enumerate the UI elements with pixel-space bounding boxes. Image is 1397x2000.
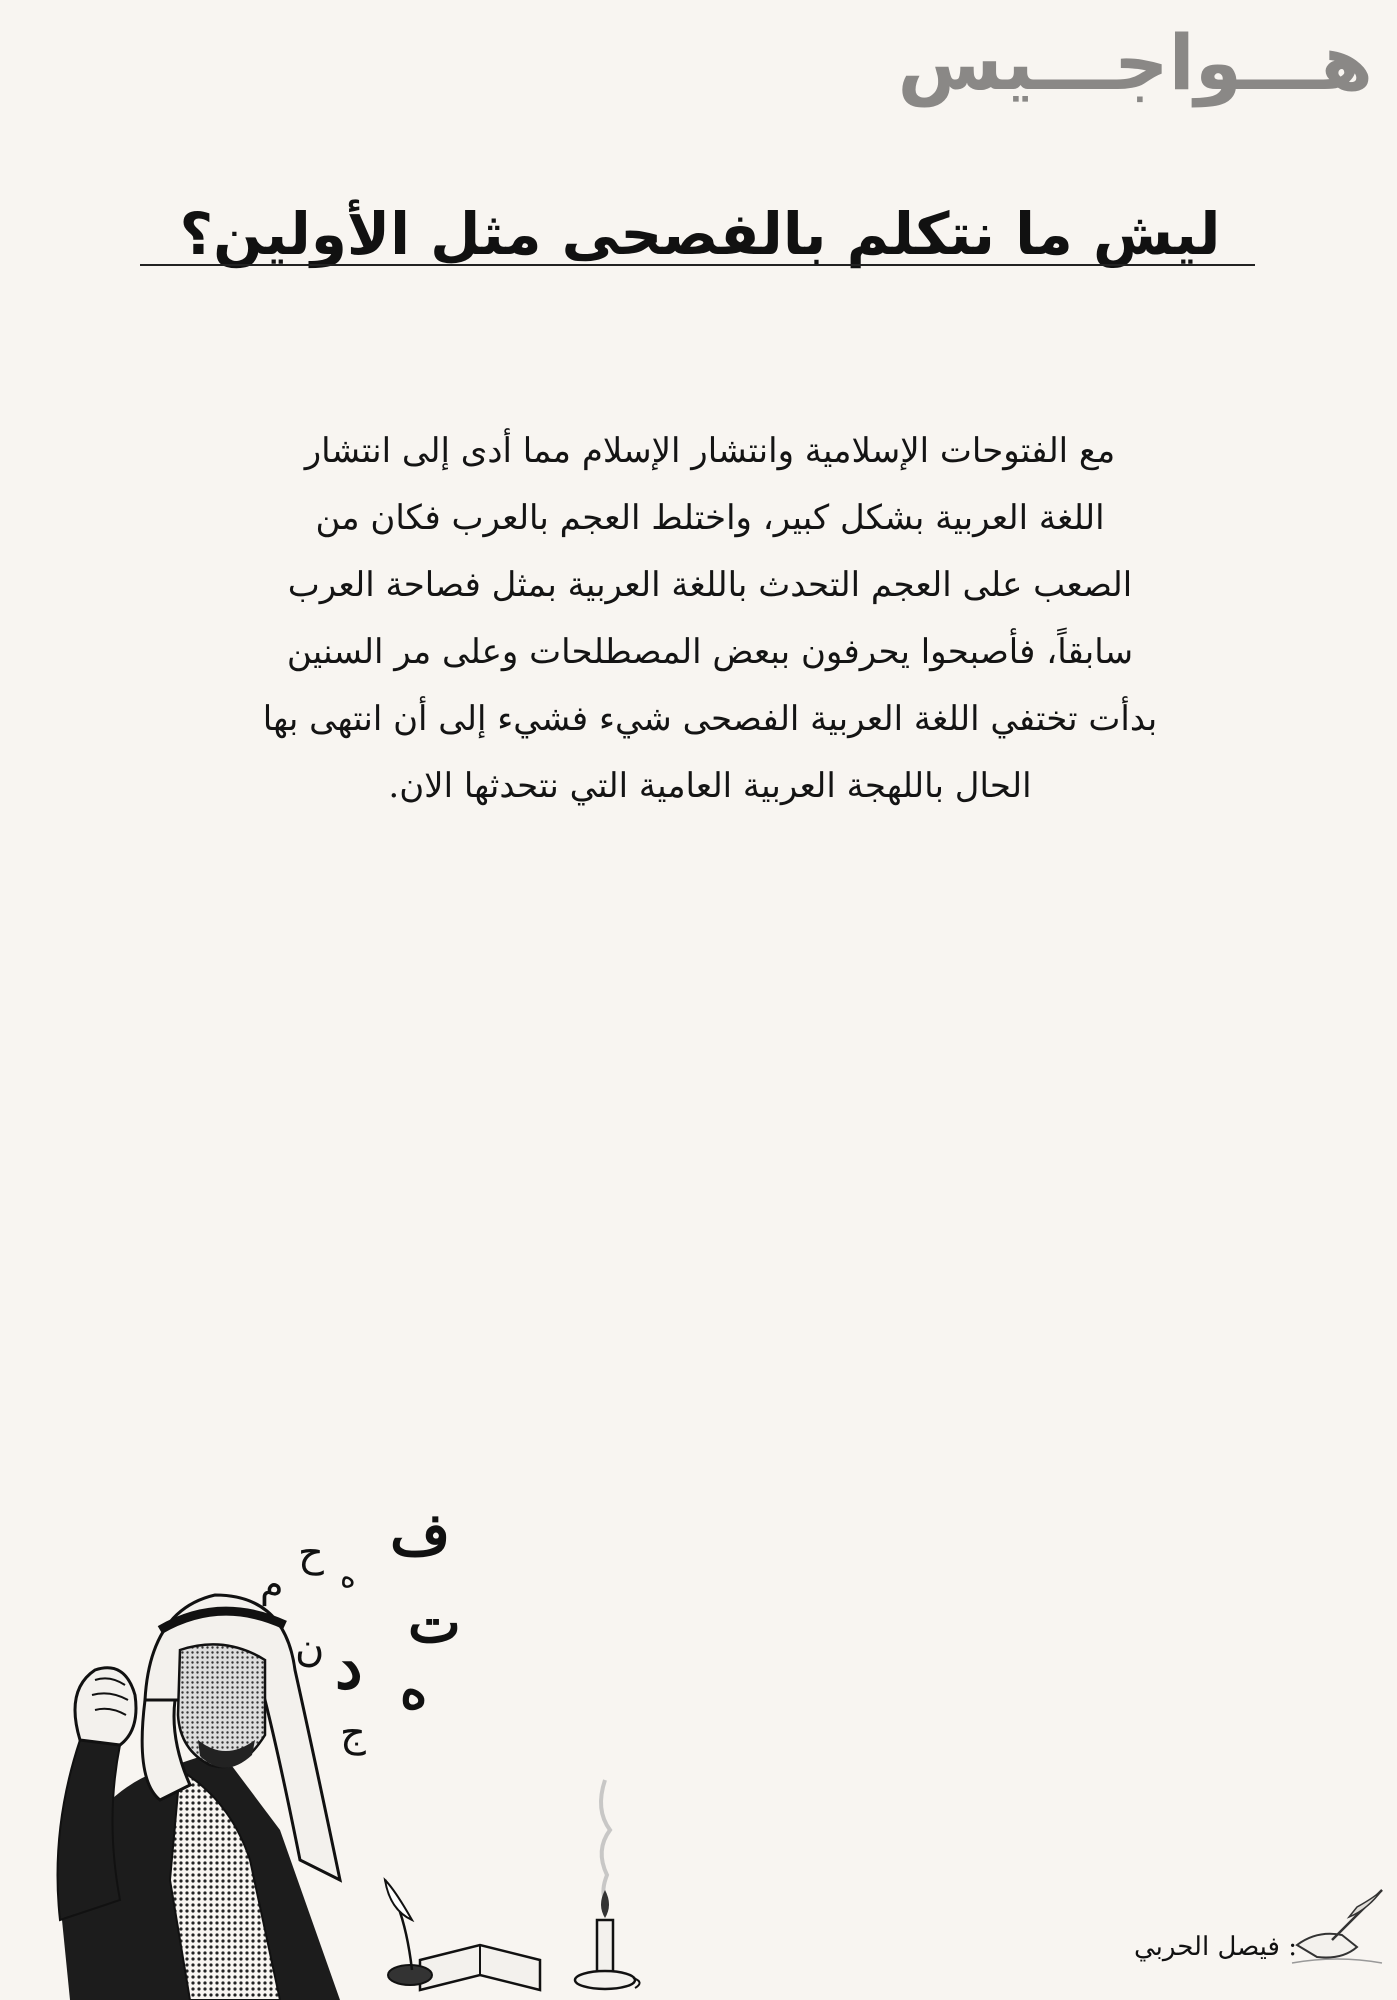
letter: ف xyxy=(390,1500,451,1568)
letter: ح xyxy=(298,1530,324,1576)
body-line: سابقاً، فأصبحوا يحرفون ببعض المصطلحات وعلى مر السنين xyxy=(286,632,1134,672)
floating-letters xyxy=(230,1500,490,1780)
letter: ت xyxy=(408,1590,461,1656)
writing-hand-icon xyxy=(1287,1885,1387,1970)
author-prefix: : xyxy=(1288,1932,1297,1962)
letter: د xyxy=(335,1630,363,1703)
author-name: فيصل الحربي xyxy=(1134,1932,1280,1962)
letter: ن xyxy=(295,1625,325,1671)
letter: م xyxy=(260,1562,284,1606)
article-body xyxy=(160,418,1260,820)
author-credit xyxy=(1134,1932,1297,1962)
article-title: ليش ما نتكلم بالفصحى مثل الأولين؟ xyxy=(179,200,1221,268)
body-line: مع الفتوحات الإسلامية وانتشار الإسلام مما أدى إلى انتشار xyxy=(304,431,1116,471)
body-line: الصعب على العجم التحدث باللغة العربية بمثل فصاحة العرب xyxy=(287,565,1133,605)
candle-icon xyxy=(565,1770,645,2000)
body-line: اللغة العربية بشكل كبير، واختلط العجم بالعرب فكان من xyxy=(315,498,1105,538)
brand-title: هـــواجـــيس xyxy=(897,18,1373,107)
letter: ج xyxy=(340,1710,366,1756)
title-strike-line xyxy=(140,264,1255,266)
letter: ه xyxy=(340,1560,356,1595)
article-title-wrap xyxy=(140,200,1260,268)
body-line: بدأت تختفي اللغة العربية الفصحى شيء فشيء إلى أن انتهى بها xyxy=(262,699,1158,739)
letter: ه xyxy=(400,1660,428,1721)
body-line: الحال باللهجة العربية العامية التي نتحدثها الان. xyxy=(388,766,1032,806)
